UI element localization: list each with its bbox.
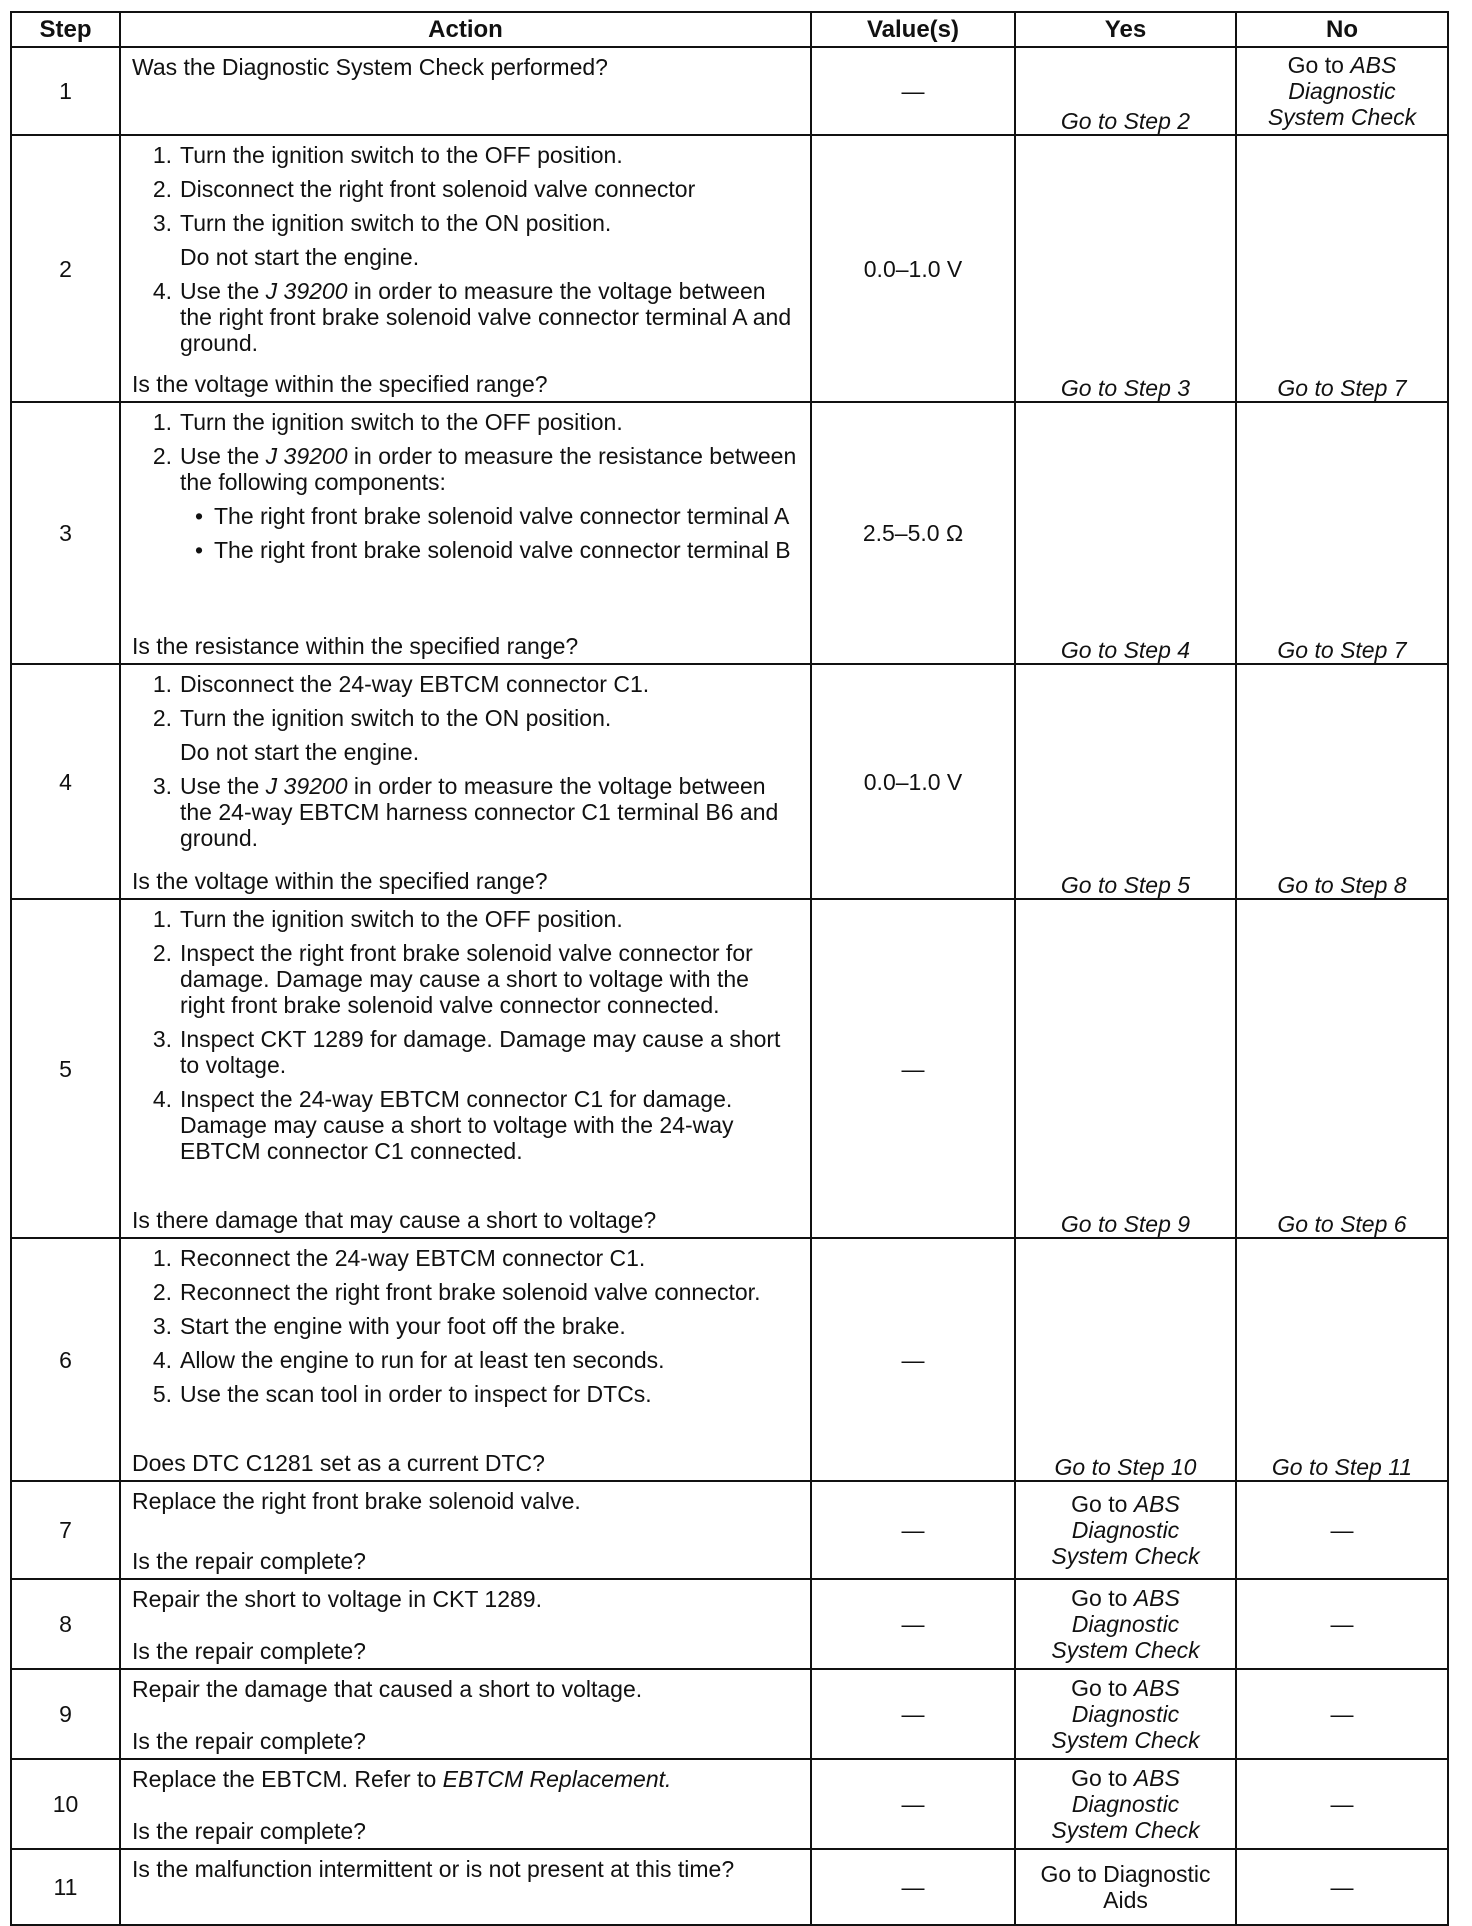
no-cell	[1236, 135, 1448, 402]
action-step	[132, 1347, 800, 1373]
step-number: 1	[11, 47, 120, 135]
yes-goto: Go to Step 10	[1054, 1454, 1197, 1480]
action-step	[132, 142, 800, 168]
action-cell	[120, 47, 811, 135]
action-step-note: Do not start the engine.	[180, 739, 420, 765]
step-number: 3	[11, 402, 120, 664]
yes-cell	[1015, 899, 1236, 1238]
bullet-icon: •	[194, 503, 204, 529]
yes-cell: Go to ABS Diagnostic System Check	[1015, 1579, 1236, 1669]
yes-goto: Go to Step 5	[1060, 872, 1191, 898]
table-row	[11, 1481, 1448, 1579]
action-cell	[120, 899, 811, 1238]
action-body	[132, 1245, 800, 1415]
action-step-text: Use the scan tool in order to inspect for DTCs.	[180, 1381, 652, 1407]
action-step-number: 2.	[152, 176, 172, 202]
yes-reference: ABS Diagnostic System Check	[1051, 1585, 1200, 1663]
action-content	[121, 1850, 810, 1924]
action-step-text: Inspect CKT 1289 for damage. Damage may cause a short to voltage.	[180, 1026, 781, 1078]
step-number: 5	[11, 899, 120, 1238]
action-step	[132, 773, 800, 851]
action-step	[132, 176, 800, 202]
value-cell: —	[811, 1759, 1015, 1849]
bullet-icon: •	[194, 537, 204, 563]
action-cell	[120, 1579, 811, 1669]
action-step	[132, 705, 800, 765]
action-question: Is the repair complete?	[132, 1818, 366, 1844]
action-step	[132, 1026, 800, 1078]
col-header-yes: Yes	[1015, 12, 1236, 47]
yes-cell: Go to Diagnostic Aids	[1015, 1849, 1236, 1925]
action-step	[132, 1245, 800, 1271]
action-question: Is the repair complete?	[132, 1728, 366, 1754]
yes-goto: Go to Step 9	[1060, 1211, 1191, 1237]
step-number: 9	[11, 1669, 120, 1759]
action-cell	[120, 135, 811, 402]
step-number: 11	[11, 1849, 120, 1925]
no-goto: Go to Step 11	[1271, 1454, 1413, 1480]
action-question: Is the voltage within the specified range?	[132, 371, 548, 397]
action-step-number: 3.	[152, 1026, 172, 1052]
header-row	[11, 12, 1448, 47]
action-steps	[132, 671, 800, 851]
action-step	[132, 278, 800, 356]
action-content	[121, 403, 810, 663]
action-steps	[132, 142, 800, 356]
diagnostic-table	[10, 11, 1449, 1926]
step-number: 7	[11, 1481, 120, 1579]
action-step-text: Start the engine with your foot off the brake.	[180, 1313, 626, 1339]
value-cell: —	[811, 1238, 1015, 1481]
no-goto: Go to Step 7	[1277, 637, 1407, 663]
action-intro: Replace the EBTCM. Refer to EBTCM Replacement.	[132, 1766, 672, 1792]
col-header-step: Step	[11, 12, 120, 47]
action-step	[132, 671, 800, 697]
step-number: 10	[11, 1759, 120, 1849]
action-step-text: Turn the ignition switch to the ON position. Do not start the engine.	[180, 210, 800, 270]
action-step	[132, 1279, 800, 1305]
action-content	[121, 900, 810, 1237]
action-step	[132, 409, 800, 435]
table-row	[11, 1238, 1448, 1481]
yes-goto: Go to Step 2	[1060, 108, 1191, 134]
action-step-number: 1.	[152, 671, 172, 697]
action-step-number: 3.	[152, 1313, 172, 1339]
action-body	[132, 142, 800, 364]
step-number: 6	[11, 1238, 120, 1481]
action-question: Does DTC C1281 set as a current DTC?	[132, 1450, 545, 1476]
action-body	[132, 54, 800, 80]
action-content	[121, 1760, 810, 1848]
yes-cell	[1015, 47, 1236, 135]
no-cell	[1236, 402, 1448, 664]
action-intro: Replace the right front brake solenoid valve.	[132, 1488, 581, 1514]
tool-reference: J 39200	[265, 773, 348, 799]
table-row	[11, 47, 1448, 135]
tool-reference: J 39200	[265, 443, 348, 469]
action-body	[132, 1856, 800, 1882]
yes-cell	[1015, 664, 1236, 899]
bullet-item	[180, 503, 800, 529]
action-step-text: Inspect the right front brake solenoid valve connector for damage. Damage may cause a short to voltage with the right front brake solenoid valve connector connected.	[180, 940, 753, 1018]
action-body	[132, 1488, 800, 1514]
action-steps	[132, 906, 800, 1164]
col-header-values: Value(s)	[811, 12, 1015, 47]
action-step-number: 1.	[152, 142, 172, 168]
no-cell: —	[1236, 1481, 1448, 1579]
no-goto: Go to Step 8	[1277, 872, 1407, 898]
action-question: Is the repair complete?	[132, 1638, 366, 1664]
action-content	[121, 665, 810, 898]
action-step	[132, 906, 800, 932]
value-cell: —	[811, 1669, 1015, 1759]
action-step	[132, 1381, 800, 1407]
no-goto: Go to Step 7	[1277, 375, 1407, 401]
col-header-action: Action	[120, 12, 811, 47]
no-cell	[1236, 899, 1448, 1238]
yes-cell: Go to ABS Diagnostic System Check	[1015, 1759, 1236, 1849]
action-step-number: 5.	[152, 1381, 172, 1407]
action-intro: Repair the damage that caused a short to voltage.	[132, 1676, 643, 1702]
action-body	[132, 1586, 800, 1612]
bullet-item	[180, 537, 800, 563]
action-step-number: 1.	[152, 409, 172, 435]
no-goto: Go to Step 6	[1277, 1211, 1407, 1237]
action-content	[121, 1482, 810, 1578]
action-body	[132, 671, 800, 859]
yes-cell: Go to ABS Diagnostic System Check	[1015, 1481, 1236, 1579]
action-question: Is the voltage within the specified range?	[132, 868, 548, 894]
action-intro: Is the malfunction intermittent or is not present at this time?	[132, 1856, 735, 1882]
action-step-number: 2.	[152, 705, 172, 731]
action-step	[132, 443, 800, 563]
step-number: 8	[11, 1579, 120, 1669]
action-step-number: 1.	[152, 906, 172, 932]
action-cell	[120, 1481, 811, 1579]
yes-goto: Go to Step 3	[1060, 375, 1191, 401]
action-steps	[132, 409, 800, 563]
value-cell: 0.0–1.0 V	[811, 664, 1015, 899]
action-cell	[120, 1759, 811, 1849]
action-step-number: 3.	[152, 773, 172, 799]
no-cell: —	[1236, 1849, 1448, 1925]
step-number: 2	[11, 135, 120, 402]
action-step	[132, 940, 800, 1018]
action-step-number: 2.	[152, 1279, 172, 1305]
yes-reference: ABS Diagnostic System Check	[1051, 1491, 1200, 1569]
action-step-number: 2.	[152, 940, 172, 966]
action-body	[132, 409, 800, 571]
action-step-text: Turn the ignition switch to the ON position. Do not start the engine.	[180, 705, 800, 765]
yes-goto: Go to Step 4	[1060, 637, 1191, 663]
action-content	[121, 1239, 810, 1480]
action-step-text: Reconnect the 24-way EBTCM connector C1.	[180, 1245, 646, 1271]
action-content	[121, 1670, 810, 1758]
action-step-text: Turn the ignition switch to the OFF position.	[180, 409, 623, 435]
action-step-number: 3.	[152, 210, 172, 236]
action-body	[132, 906, 800, 1172]
action-step-number: 4.	[152, 278, 172, 304]
value-cell: —	[811, 899, 1015, 1238]
bullet-text: The right front brake solenoid valve connector terminal A	[214, 503, 790, 529]
no-cell	[1236, 664, 1448, 899]
step-number: 4	[11, 664, 120, 899]
action-step-note: Do not start the engine.	[180, 244, 420, 270]
value-cell: 2.5–5.0 Ω	[811, 402, 1015, 664]
action-step-text: Turn the ignition switch to the OFF position.	[180, 142, 623, 168]
yes-cell	[1015, 1238, 1236, 1481]
action-cell	[120, 1849, 811, 1925]
table-row	[11, 664, 1448, 899]
action-step-number: 2.	[152, 443, 172, 469]
action-step-text: Turn the ignition switch to the OFF position.	[180, 906, 623, 932]
action-cell	[120, 664, 811, 899]
action-question: Is the resistance within the specified range?	[132, 633, 579, 659]
table-row	[11, 1849, 1448, 1925]
table-row	[11, 135, 1448, 402]
action-question: Is the repair complete?	[132, 1548, 366, 1574]
value-cell: —	[811, 1481, 1015, 1579]
no-reference: ABS Diagnostic System Check	[1267, 52, 1417, 130]
action-step-number: 4.	[152, 1347, 172, 1373]
action-intro: Repair the short to voltage in CKT 1289.	[132, 1586, 542, 1612]
table-row	[11, 1579, 1448, 1669]
action-step-number: 4.	[152, 1086, 172, 1112]
action-steps	[132, 1245, 800, 1407]
action-cell	[120, 402, 811, 664]
action-cell	[120, 1669, 811, 1759]
action-step-text: Disconnect the 24-way EBTCM connector C1.	[180, 671, 650, 697]
action-step-text: Reconnect the right front brake solenoid valve connector.	[180, 1279, 761, 1305]
value-cell: 0.0–1.0 V	[811, 135, 1015, 402]
no-cell: Go to ABS Diagnostic System Check	[1236, 47, 1448, 135]
action-step-text: Use the J 39200 in order to measure the voltage between the 24-way EBTCM harness connector C1 terminal B6 and ground.	[180, 773, 779, 851]
action-step	[132, 210, 800, 270]
yes-reference: ABS Diagnostic System Check	[1051, 1765, 1200, 1843]
action-step-text: Allow the engine to run for at least ten seconds.	[180, 1347, 665, 1373]
yes-cell: Go to ABS Diagnostic System Check	[1015, 1669, 1236, 1759]
tool-reference: J 39200	[265, 278, 348, 304]
no-cell: —	[1236, 1669, 1448, 1759]
action-step-text: Use the J 39200 in order to measure the resistance between the following components: • The right front brake solenoid valve connector terminal A • The right front brake solenoid valve connector terminal B	[180, 443, 800, 563]
value-cell: —	[811, 1849, 1015, 1925]
no-cell	[1236, 1238, 1448, 1481]
action-step-number: 1.	[152, 1245, 172, 1271]
table-row	[11, 402, 1448, 664]
action-cell	[120, 1238, 811, 1481]
no-cell: —	[1236, 1579, 1448, 1669]
action-body	[132, 1766, 800, 1792]
col-header-no: No	[1236, 12, 1448, 47]
action-body	[132, 1676, 800, 1702]
value-cell: —	[811, 47, 1015, 135]
yes-cell	[1015, 135, 1236, 402]
action-reference: EBTCM Replacement.	[442, 1766, 672, 1792]
action-step	[132, 1313, 800, 1339]
table-row	[11, 899, 1448, 1238]
table-row	[11, 1669, 1448, 1759]
action-content	[121, 136, 810, 401]
action-question: Is there damage that may cause a short to voltage?	[132, 1207, 657, 1233]
bullet-text: The right front brake solenoid valve connector terminal B	[214, 537, 791, 563]
action-content	[121, 1580, 810, 1668]
value-cell: —	[811, 1579, 1015, 1669]
action-step-text: Use the J 39200 in order to measure the voltage between the right front brake solenoid valve connector terminal A and ground.	[180, 278, 792, 356]
action-intro: Was the Diagnostic System Check performed?	[132, 54, 608, 80]
no-cell: —	[1236, 1759, 1448, 1849]
table-row	[11, 1759, 1448, 1849]
yes-cell	[1015, 402, 1236, 664]
action-step-text: Disconnect the right front solenoid valve connector	[180, 176, 696, 202]
action-content	[121, 48, 810, 134]
action-step	[132, 1086, 800, 1164]
action-step-text: Inspect the 24-way EBTCM connector C1 for damage. Damage may cause a short to voltage with the 24-way EBTCM connector C1 connected.	[180, 1086, 734, 1164]
yes-reference: ABS Diagnostic System Check	[1051, 1675, 1200, 1753]
